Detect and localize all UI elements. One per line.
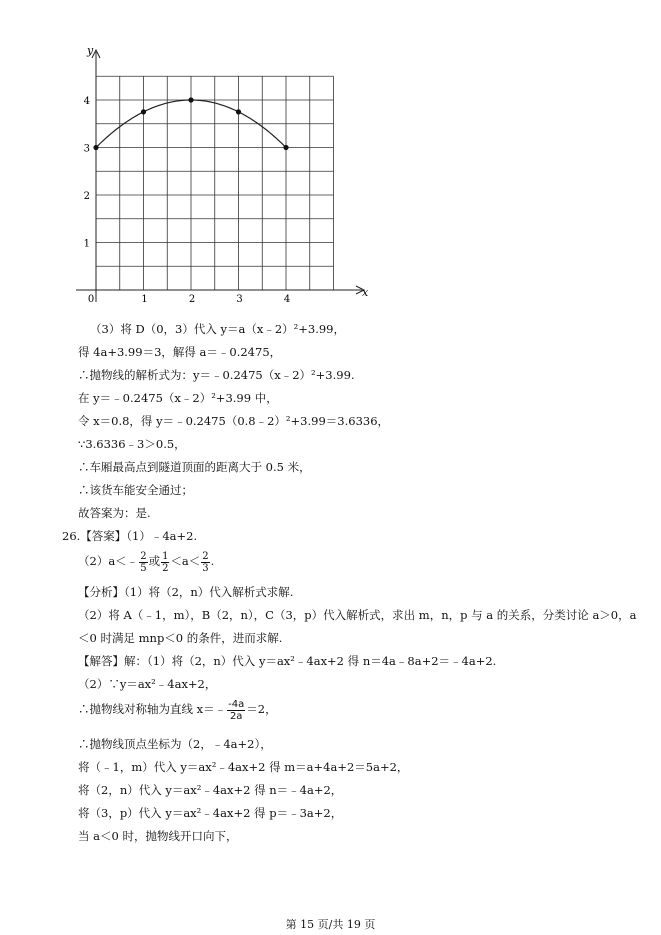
y-axis-label: y — [87, 44, 94, 57]
data-point — [188, 97, 193, 102]
text-segment: （2）a＜﹣ — [78, 554, 139, 568]
x-tick-label: 3 — [236, 294, 243, 305]
text-line: （2）将 A（﹣1，m），B（2，n），C（3，p）代入解析式，求出 m，n，p 与 a 的关系，分类讨论 a＞0，a — [78, 608, 637, 622]
text-line: 将（﹣1，m）代入 y＝ax²﹣4ax+2 得 m＝a+4a+2＝5a+2， — [78, 760, 409, 774]
fraction-den: 5 — [140, 562, 147, 574]
text-segment: ＜a＜ — [170, 554, 201, 568]
page-footer: 第 15 页/共 19 页 — [285, 918, 376, 931]
text-line: 将（3，p）代入 y＝ax²﹣4ax+2 得 p＝﹣3a+2， — [78, 806, 343, 820]
y-tick-label: 4 — [83, 96, 90, 107]
x-tick-label: 0 — [87, 294, 95, 305]
data-point — [93, 145, 98, 150]
text-line: ∴抛物线顶点坐标为（2，﹣4a+2）， — [78, 737, 272, 751]
y-tick-label: 3 — [83, 143, 90, 155]
fraction — [161, 551, 169, 574]
text-line: ∴抛物线的解析式为：y＝﹣0.2475（x﹣2）²+3.99. — [78, 368, 355, 382]
text-line: ∴车厢最高点到隧道顶面的距离大于 0.5 米， — [78, 460, 311, 474]
text-line: 得 4a+3.99＝3，解得 a＝﹣0.2475， — [78, 345, 282, 359]
text-line: ∴该货车能安全通过； — [78, 483, 193, 497]
fraction-num: 2 — [140, 550, 147, 562]
text-line: ＜0 时满足 mnp＜0 的条件，进而求解. — [78, 631, 283, 645]
text-line: 【分析】（1）将（2，n）代入解析式求解. — [78, 585, 294, 599]
fraction — [139, 551, 147, 574]
fraction-den: 2a — [229, 710, 243, 722]
x-axis-label: x — [362, 286, 369, 299]
x-tick-label: 4 — [283, 294, 291, 305]
text-line: （3）将 D（0，3）代入 y＝a（x﹣2）²+3.99， — [90, 322, 345, 336]
tick-labels — [84, 96, 291, 305]
answer-heading: 26.【答案】（1）﹣4a+2. — [62, 529, 198, 543]
fraction-num: 1 — [162, 550, 169, 562]
text-line: 将（2，n）代入 y＝ax²﹣4ax+2 得 n＝﹣4a+2， — [78, 783, 343, 797]
fraction — [201, 551, 209, 574]
text-segment: ＝2， — [246, 702, 277, 716]
text-line: 当 a＜0 时，抛物线开口向下， — [78, 829, 238, 843]
axis-of-symmetry-line — [78, 697, 277, 722]
parabola-graph — [0, 0, 661, 320]
data-point — [283, 145, 288, 150]
text-segment: 或 — [148, 554, 161, 568]
fraction-num: -4a — [228, 698, 245, 710]
fraction — [227, 699, 245, 722]
x-tick-label: 2 — [188, 294, 196, 305]
text-line: 故答案为：是. — [78, 506, 151, 520]
fraction-num: 2 — [202, 550, 209, 562]
text-segment: ∴抛物线对称轴为直线 x＝﹣ — [78, 702, 227, 716]
fraction-den: 2 — [162, 562, 169, 574]
grid-lines — [96, 76, 334, 290]
text-line: ∵3.6336﹣3＞0.5， — [78, 437, 186, 451]
fraction-den: 3 — [202, 562, 209, 574]
x-tick-label: 1 — [141, 294, 148, 305]
text-line: 令 x＝0.8，得 y＝﹣0.2475（0.8﹣2）²+3.99＝3.6336， — [78, 414, 390, 428]
y-tick-label: 2 — [83, 191, 90, 202]
text-segment: . — [210, 554, 215, 568]
data-point — [236, 109, 241, 114]
y-tick-label: 1 — [83, 238, 90, 250]
text-line: 【解答】解：（1）将（2，n）代入 y＝ax²﹣4ax+2 得 n＝4a﹣8a+2＝﹣4a+2. — [78, 654, 497, 668]
text-line: 在 y＝﹣0.2475（x﹣2）²+3.99 中， — [78, 391, 278, 405]
data-point — [141, 109, 146, 114]
text-line: （2）∵y＝ax²﹣4ax+2， — [78, 677, 217, 691]
answer-part2 — [78, 549, 214, 574]
